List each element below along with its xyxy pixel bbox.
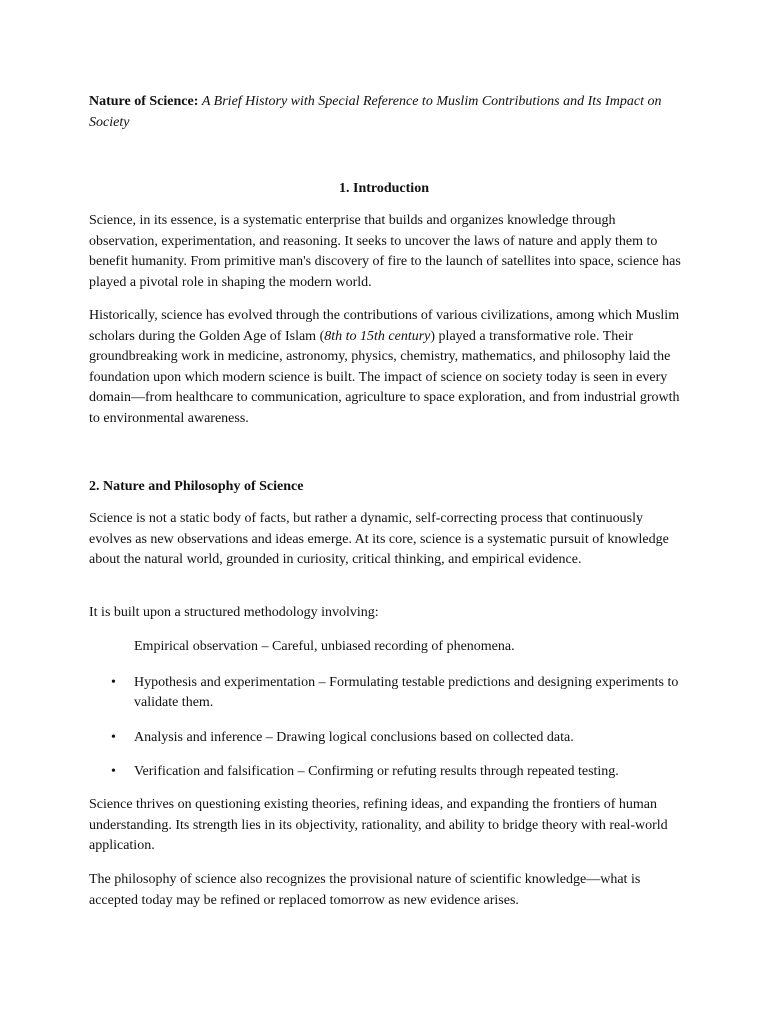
intro-p2-text-after: ) played a transformative role. Their groundbreaking work in medicine, astronomy, physics, chemistry, mathematics, and philosophy laid the foundation upon which modern science is built. The impact of science on society today is seen in every domain—from healthcare to communication, agriculture to space exploration, and from industrial growth to environmental awareness.: [89, 328, 680, 426]
section-heading-introduction: 1. Introduction: [339, 181, 429, 196]
nature-paragraph-4: The philosophy of science also recognizes the provisional nature of scientific knowledge—what is accepted today may be refined or replaced tomorrow as new evidence arises.: [89, 872, 641, 908]
nature-paragraph-3: Science thrives on questioning existing theories, refining ideas, and expanding the frontiers of human understanding. Its strength lies in its objectivity, rationality, and ability to bridge theory with real-world application.: [89, 797, 668, 853]
bullet-icon: •: [111, 764, 116, 779]
title-bold: Nature of Science:: [89, 94, 199, 109]
intro-paragraph-1: Science, in its essence, is a systematic enterprise that builds and organizes knowledge through observation, experimentation, and reasoning. It seeks to uncover the laws of nature and apply them to benefit humanity. From primitive man's discovery of fire to the launch of satellites into space, science has played a pivotal role in shaping the modern world.: [89, 213, 681, 290]
list-item: Analysis and inference – Drawing logical conclusions based on collected data.: [134, 730, 574, 745]
nature-paragraph-1: Science is not a static body of facts, but rather a dynamic, self-correcting process that continuously evolves as new observations and ideas emerge. At its core, science is a systematic pursuit of knowledge about the natural world, grounded in curiosity, critical thinking, and empirical evidence.: [89, 511, 669, 567]
list-item: Verification and falsification – Confirming or refuting results through repeated testing.: [134, 764, 619, 779]
intro-p2-italic-period: 8th to 15th century: [324, 328, 431, 344]
section-heading-nature-philosophy: 2. Nature and Philosophy of Science: [89, 479, 304, 494]
intro-paragraph-2: [89, 306, 685, 429]
bullet-icon: •: [111, 675, 116, 690]
title-italic: A Brief History with Special Reference to Muslim Contributions and Its Impact on Society: [89, 94, 662, 130]
intro-p2-text-before: Historically, science has evolved through the contributions of various civilizations, among which Muslim scholars during the Golden Age of Islam (: [89, 308, 680, 344]
document-title: [89, 91, 689, 133]
list-item: Empirical observation – Careful, unbiased recording of phenomena.: [134, 639, 515, 654]
nature-paragraph-2: It is built upon a structured methodology involving:: [89, 605, 379, 620]
list-item: Hypothesis and experimentation – Formulating testable predictions and designing experiments to validate them.: [134, 675, 679, 710]
bullet-icon: •: [111, 730, 116, 745]
